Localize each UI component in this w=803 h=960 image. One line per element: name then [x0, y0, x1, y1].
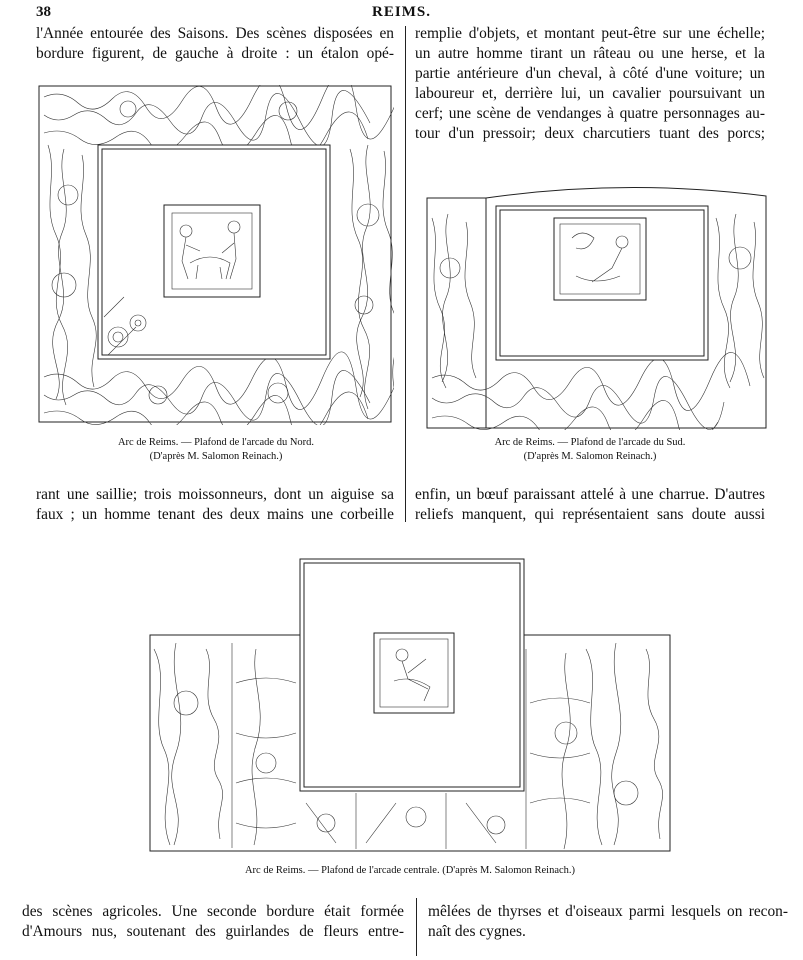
caption-line: Arc de Reims. — Plafond de l'arcade du Sud.: [494, 437, 686, 448]
text-line: un autre homme tirant un râteau ou une herse, et la: [415, 45, 765, 62]
text-line: enfin, un bœuf paraissant attelé à une charrue. D'autres: [415, 486, 765, 503]
text-line: reliefs manquent, qui représentaient sans doute aussi: [415, 506, 765, 523]
text-line: faux ; un homme tenant des deux mains une corbeille: [36, 506, 394, 523]
caption-line: (D'après M. Salomon Reinach.): [523, 451, 657, 462]
figure-north-caption: [38, 436, 394, 464]
text-block-middle-left: [36, 485, 394, 525]
caption-line: (D'après M. Salomon Reinach.): [149, 451, 283, 462]
column-rule-bottom: [416, 898, 417, 956]
figure-north-drawing: [38, 85, 394, 425]
column-rule-top: [405, 26, 406, 522]
figure-central-caption: Arc de Reims. — Plafond de l'arcade centrale. (D'après M. Salomon Reinach.): [244, 865, 576, 876]
text-block-middle-right: [415, 485, 765, 525]
text-line: bordure figurent, de gauche à droite : un étalon opé-: [36, 45, 394, 62]
figure-south-caption: [412, 436, 768, 464]
figure-south-drawing: [426, 178, 768, 430]
text-block-top-left: [36, 24, 394, 64]
text-block-bottom-right: [428, 902, 788, 942]
text-line: cerf; une scène de vendanges à quatre personnages au-: [415, 105, 765, 122]
text-block-bottom-left: [22, 902, 404, 942]
text-line: des scènes agricoles. Une seconde bordure était formée: [22, 903, 404, 920]
text-line: d'Amours nus, soutenant des guirlandes de fleurs entre-: [22, 923, 404, 940]
running-title: REIMS.: [372, 4, 431, 20]
text-line: mêlées de thyrses et d'oiseaux parmi lesquels on recon-: [428, 903, 788, 920]
text-block-top-right: [415, 24, 765, 144]
text-line: remplie d'objets, et montant peut-être sur une échelle;: [415, 25, 765, 42]
text-line: naît des cygnes.: [428, 923, 526, 940]
text-line: partie antérieure d'un cheval, à côté d'une voiture; un: [415, 65, 765, 82]
text-line: tour d'un pressoir; deux charcutiers tuant des porcs;: [415, 125, 765, 142]
text-line: rant une saillie; trois moissonneurs, dont un aiguise sa: [36, 486, 394, 503]
page-number: 38: [36, 4, 51, 20]
text-line: l'Année entourée des Saisons. Des scènes disposées en: [36, 25, 394, 42]
caption-line: Arc de Reims. — Plafond de l'arcade du Nord.: [117, 437, 315, 448]
figure-central-drawing: [146, 553, 676, 858]
text-line: laboureur et, derrière lui, un cavalier poursuivant un: [415, 85, 765, 102]
